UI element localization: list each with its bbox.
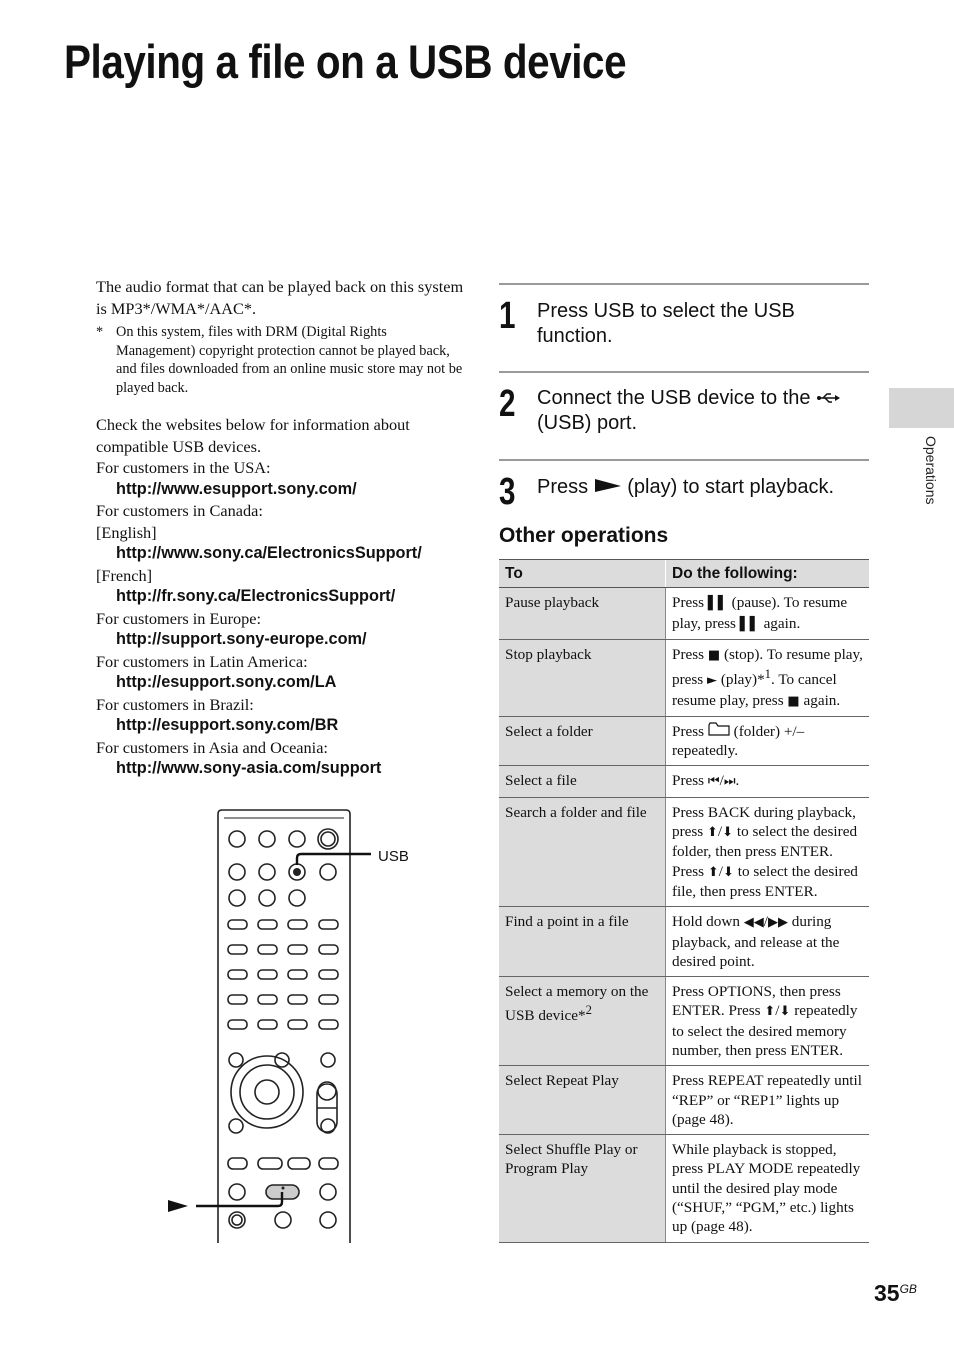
site-label: For customers in Latin America: bbox=[96, 651, 308, 671]
table-row bbox=[499, 1135, 869, 1242]
other-operations-heading: Other operations bbox=[499, 524, 669, 547]
page-suffix: GB bbox=[899, 1282, 917, 1296]
step-3 bbox=[499, 459, 869, 521]
operation-instruction: Press (folder) +/– repeatedly. bbox=[666, 716, 870, 766]
up-arrow-icon: ⬆ bbox=[707, 825, 718, 841]
websites-intro: Check the websites below for information about compatible USB devices. bbox=[96, 415, 410, 456]
step-text: Connect the USB device to the (USB) port. bbox=[537, 386, 869, 435]
table-row bbox=[499, 907, 869, 977]
step-number: 2 bbox=[499, 383, 516, 425]
site-link[interactable]: http://www.sony-asia.com/support bbox=[116, 759, 382, 777]
operation-name: Stop playback bbox=[499, 639, 666, 716]
operation-name: Select Shuffle Play or Program Play bbox=[499, 1135, 666, 1242]
next-icon: ⏭ bbox=[723, 774, 736, 790]
usb-callout-label: USB bbox=[378, 848, 409, 865]
down-arrow-icon: ⬇ bbox=[722, 825, 734, 841]
step-1 bbox=[499, 283, 869, 371]
format-text: The audio format that can be played back on this system is MP3*/WMA*/AAC*. bbox=[96, 277, 464, 318]
site-label: For customers in Brazil: bbox=[96, 694, 254, 714]
down-arrow-icon: ⬇ bbox=[779, 1004, 791, 1020]
intro-column bbox=[96, 276, 468, 780]
previous-icon: ⏮ bbox=[707, 774, 720, 790]
table-row bbox=[499, 639, 869, 716]
column-header-to: To bbox=[499, 560, 666, 588]
operation-instruction: While playback is stopped, press PLAY MODE repeatedly until the desired play mode (“SHUF,” “PGM,” etc.) lights up (page 48). bbox=[666, 1135, 870, 1242]
step-2 bbox=[499, 371, 869, 459]
steps-column bbox=[499, 283, 869, 1243]
section-tab bbox=[889, 388, 954, 428]
site-label: For customers in Europe: bbox=[96, 608, 262, 628]
site-link[interactable]: http://fr.sony.ca/ElectronicsSupport/ bbox=[116, 587, 396, 605]
site-link[interactable]: http://esupport.sony.com/BR bbox=[116, 716, 339, 734]
section-label: Operations bbox=[923, 436, 939, 505]
table-row bbox=[499, 766, 869, 797]
page-title: Playing a file on a USB device bbox=[64, 35, 627, 88]
up-arrow-icon: ⬆ bbox=[764, 1004, 776, 1020]
table-row bbox=[499, 716, 869, 766]
operation-instruction: Press ▌▌ (pause). To resume play, press ▌▌ again. bbox=[666, 588, 870, 640]
rewind-icon: ◀◀ bbox=[743, 915, 764, 931]
site-link[interactable]: http://www.esupport.sony.com/ bbox=[116, 479, 357, 498]
page-number: $35^{GB}$ bbox=[874, 1280, 917, 1306]
operations-table bbox=[499, 559, 869, 1243]
operation-instruction: Hold down ◀◀/▶▶ during playback, and release at the desired point. bbox=[666, 907, 870, 977]
pause-icon: ▌▌ bbox=[707, 596, 728, 612]
site-label: For customers in the USA: bbox=[96, 458, 271, 477]
column-header-do: Do the following: bbox=[666, 560, 870, 588]
operation-name: Search a folder and file bbox=[499, 797, 666, 906]
operation-name: Select Repeat Play bbox=[499, 1066, 666, 1135]
pause-icon: ▌▌ bbox=[739, 616, 760, 632]
table-row bbox=[499, 588, 869, 640]
step-text: Press (play) to start playback. bbox=[537, 476, 834, 498]
fast-forward-icon: ▶▶ bbox=[767, 915, 788, 931]
step-number: 3 bbox=[499, 471, 516, 513]
operation-name: Select a memory on the USB device*$^2$ bbox=[499, 977, 666, 1066]
operation-instruction: Press OPTIONS, then press ENTER. Press ⬆/⬇ repeatedly to select the desired memory number, then press ENTER. bbox=[666, 977, 870, 1066]
table-header bbox=[499, 560, 869, 588]
site-link[interactable]: http://www.sony.ca/ElectronicsSupport/ bbox=[116, 544, 422, 562]
step-number: 1 bbox=[499, 295, 516, 337]
operation-instruction: Press REPEAT repeatedly until “REP” or “REP1” lights up (page 48). bbox=[666, 1066, 870, 1135]
site-link[interactable]: http://support.sony-europe.com/ bbox=[116, 630, 367, 648]
operation-instruction: Press ⏮/⏭. bbox=[666, 766, 870, 797]
up-arrow-icon: ⬆ bbox=[707, 864, 719, 880]
site-label: [French] bbox=[96, 565, 153, 585]
table-row bbox=[499, 1066, 869, 1135]
operation-name: Find a point in a file bbox=[499, 907, 666, 977]
remote-control-illustration bbox=[166, 806, 409, 1246]
site-sublabel: [English] bbox=[96, 522, 157, 542]
operation-name: Pause playback bbox=[499, 588, 666, 640]
footnote bbox=[96, 323, 468, 397]
folder-icon bbox=[708, 722, 730, 736]
down-arrow-icon: ⬇ bbox=[723, 864, 734, 880]
usb-icon bbox=[816, 392, 840, 404]
play-icon bbox=[168, 1200, 188, 1212]
footnote-mark: * bbox=[96, 324, 104, 340]
table-row bbox=[499, 977, 869, 1066]
site-label: For customers in Asia and Oceania: bbox=[96, 737, 328, 757]
table-row bbox=[499, 797, 869, 906]
operation-name: Select a file bbox=[499, 766, 666, 797]
site-label: For customers in Canada: bbox=[96, 501, 263, 520]
operation-instruction: Press BACK during playback, press ⬆/⬇ to select the desired folder, then press ENTER. Press ⬆/⬇ to select the desired file, then press ENTER. bbox=[666, 797, 870, 906]
operation-name: Select a folder bbox=[499, 716, 666, 766]
footnote-text: On this system, files with DRM (Digital Rights Management) copyright protection cannot be played back, and files downloaded from an online music store may not be played back. bbox=[116, 324, 463, 396]
step-text: Press USB to select the USB function. bbox=[537, 300, 795, 347]
stop-icon: ■ bbox=[787, 693, 800, 709]
site-link[interactable]: http://esupport.sony.com/LA bbox=[116, 673, 337, 691]
play-icon bbox=[594, 477, 622, 493]
operation-instruction: Press ■ (stop). To resume play, press ► (play)*$^1$. To cancel resume play, press ■ again. bbox=[666, 639, 870, 716]
play-icon: ► bbox=[707, 673, 718, 689]
stop-icon: ■ bbox=[707, 647, 721, 663]
